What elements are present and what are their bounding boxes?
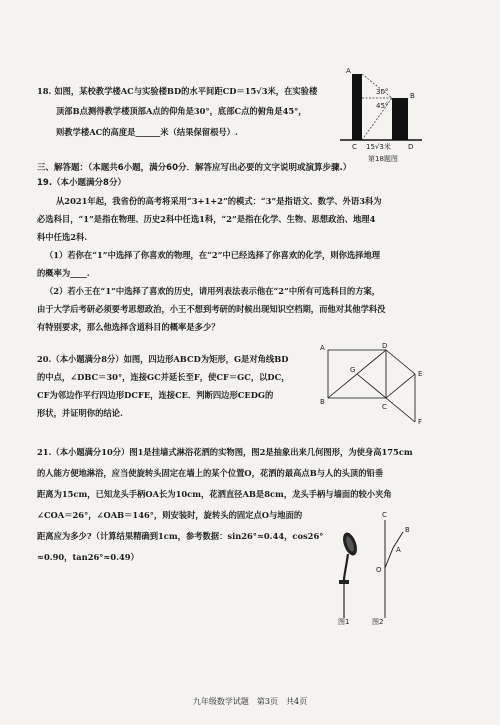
label-C: C <box>382 511 387 519</box>
segment-ce <box>386 374 415 398</box>
q18-caption: 第18题图 <box>368 155 398 163</box>
q20-figure <box>318 342 478 426</box>
q19-sub2b: 由于大学后考研必须要考思想政治，小王不想到考研的时候出现知识空档期，而他对其他学科没 <box>37 304 386 314</box>
q19-head: 19.（本小题满分8分） <box>37 178 126 188</box>
angle-45: 45° <box>376 102 389 110</box>
label-O: O <box>376 566 382 574</box>
label-D: D <box>382 342 388 350</box>
q18-figure <box>340 64 460 164</box>
lab-building <box>392 98 408 140</box>
label-C: C <box>352 143 357 151</box>
q21-line5: 距离应为多少?（计算结果精确到1cm，参考数据：sin26°≈0.44，cos26° <box>37 531 324 541</box>
page-footer: 九年级数学试题 第3页 共4页 <box>192 697 308 706</box>
label-A: A <box>320 344 325 352</box>
teaching-building <box>352 74 362 140</box>
q21-figure <box>330 510 440 636</box>
label-F: F <box>418 418 423 426</box>
label-E: E <box>418 370 423 378</box>
q18-line3: 则教学楼AC的高度是______米（结果保留根号）. <box>56 127 238 137</box>
section3-title: 三、解答题：（本题共6小题，满分60分．解答应写出必要的文字说明或演算步骤.） <box>37 163 352 173</box>
label-A: A <box>346 67 351 75</box>
label-B: B <box>320 398 325 406</box>
label-A: A <box>396 546 401 554</box>
q21-line6: ≈0.90，tan26°≈0.49） <box>37 552 139 562</box>
q20-line1: 20.（本小题满分8分）如图，四边形ABCD为矩形，G是对角线BD <box>37 354 289 364</box>
handle-oa <box>385 548 393 568</box>
segment-de <box>386 350 415 374</box>
label-C: C <box>382 403 387 411</box>
label-B: B <box>405 526 410 534</box>
q19-line2: 必选科目，“1”是指在物理、历史2科中任选1科，“2”是指在化学、生物、思想政治、地理4 <box>37 214 376 224</box>
q21-line4: ∠COA＝26°，∠OAB＝146°，则安装时，旋转头的固定点O与地面的 <box>37 510 303 520</box>
q20-line2: 的中点，∠DBC＝30°，连接GC并延长至F，使CF＝GC，以DC， <box>37 372 290 382</box>
label-D: D <box>408 143 414 151</box>
shower-arm <box>344 554 348 580</box>
fig2-caption: 图2 <box>372 618 384 626</box>
q19-line1: 从2021年起，我省份的高考将采用“3+1+2”的模式：“3”是指语文、数学、外语3科为 <box>56 196 382 206</box>
label-G: G <box>350 366 356 374</box>
q19-line3: 科中任选2科. <box>37 232 88 242</box>
q20-line3: CF为邻边作平行四边形DCFE，连接CE．判断四边形CEDG的 <box>37 390 274 400</box>
q19-sub2a: （2）若小王在“1”中选择了喜欢的历史，请用列表法表示他在“2”中所有可选科目的方案， <box>45 286 381 296</box>
q21-line1: 21.（本小题满分10分）图1是挂墙式淋浴花洒的实物图，图2是抽象出来几何图形，为使身高175cm <box>37 447 413 457</box>
fig1-caption: 图1 <box>338 618 350 626</box>
label-B: B <box>410 92 415 100</box>
q20-line4: 形状，并证明你的结论. <box>37 408 123 418</box>
distance-label: 15√3米 <box>366 143 391 151</box>
angle-30: 30° <box>376 88 389 96</box>
q21-line3: 距离为15cm，已知龙头手柄OA长为10cm，花洒直径AB是8cm，龙头手柄与墙面的较小夹角 <box>37 489 392 499</box>
q19-sub1b: 的概率为____. <box>37 268 90 278</box>
q19-sub1a: （1）若你在“1”中选择了你喜欢的物理，在“2”中已经选择了你喜欢的化学，则你选择地理 <box>45 250 381 260</box>
q18-line1: 18. 如图，某校教学楼AC与实验楼BD的水平间距CD＝15√3米，在实验楼 <box>37 86 318 96</box>
q18-line2: 顶部B点测得教学楼顶部A点的仰角是30°，底部C点的俯角是45°， <box>56 106 307 116</box>
shower-mount <box>339 580 349 584</box>
q19-sub2c: 有特别要求，那么他选择含道科目的概率是多少？ <box>37 322 220 332</box>
q21-line2: 的人能方便地淋浴，应当使旋转头固定在墙上的某个位置O，花洒的最高点B与人的头顶的铅垂 <box>37 468 384 478</box>
shower-photo <box>339 531 360 618</box>
